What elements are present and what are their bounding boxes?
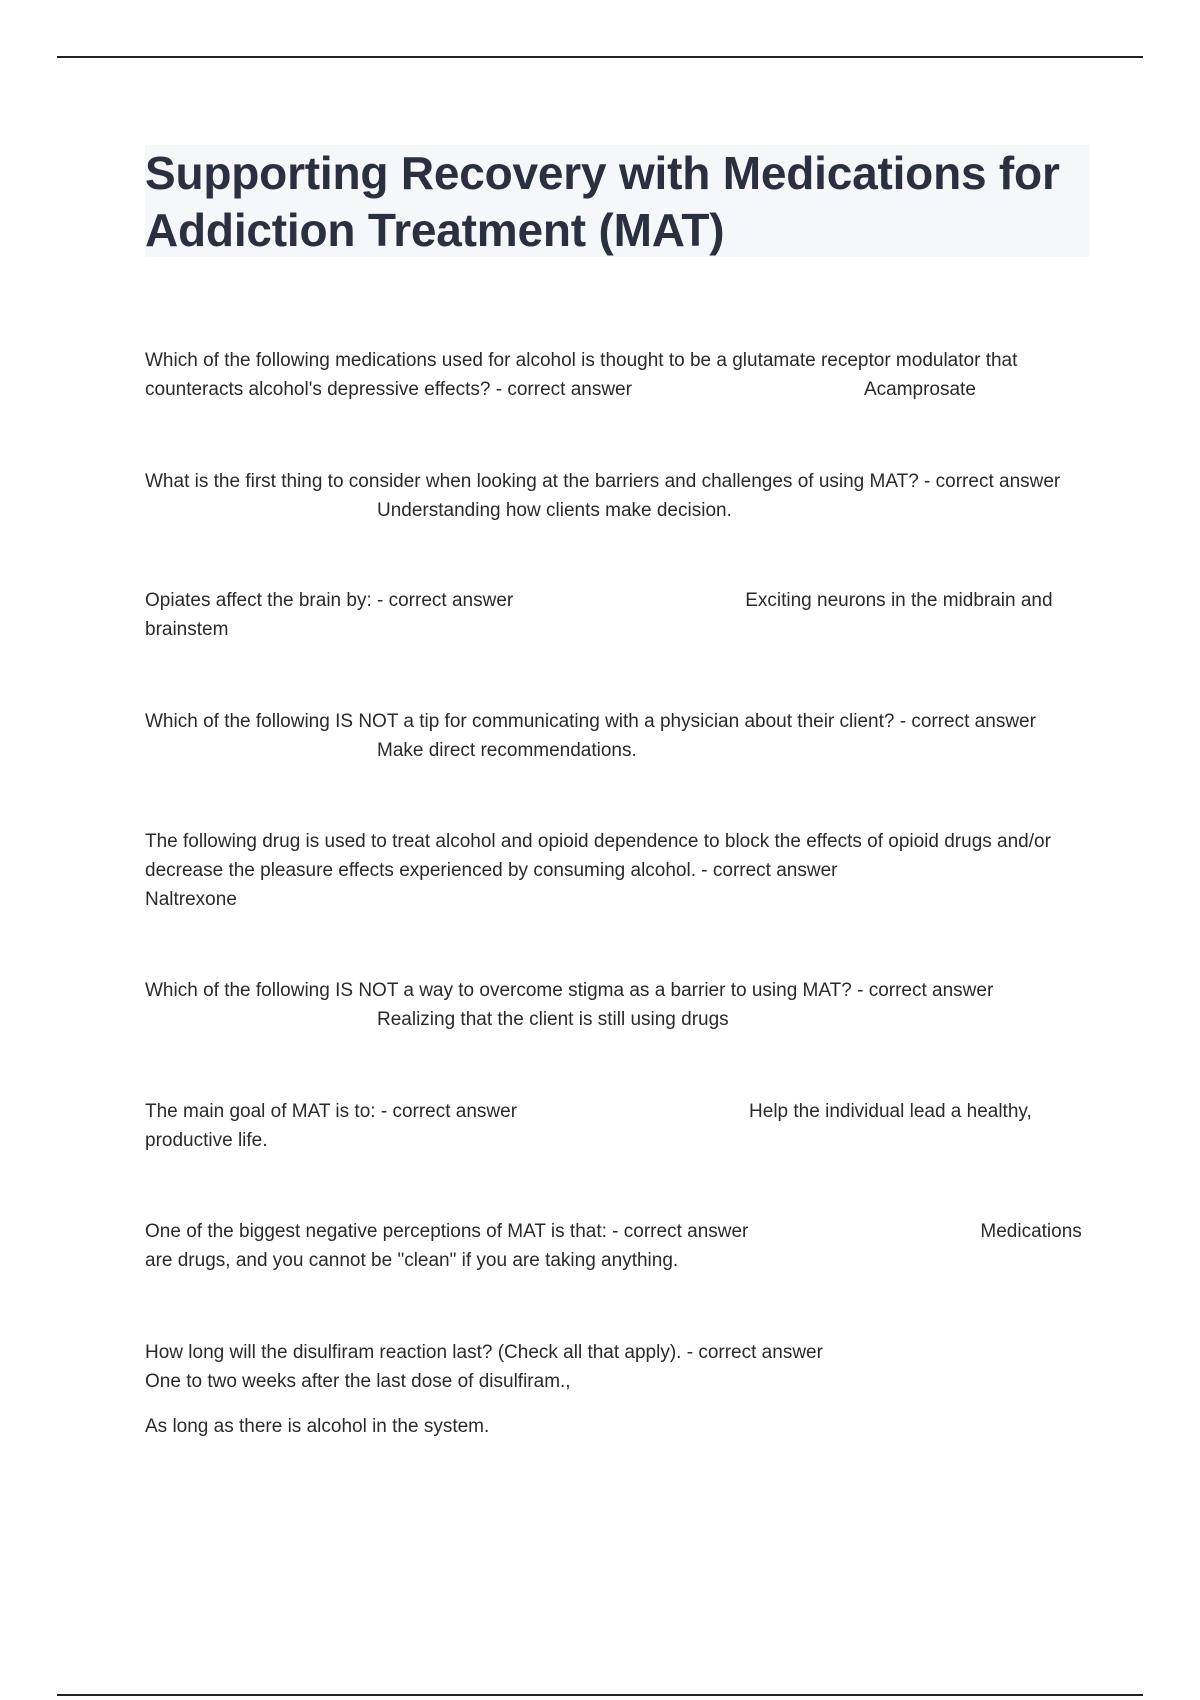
answer-text: One to two weeks after the last dose of disulfiram., bbox=[145, 1371, 571, 1392]
question-text: Opiates affect the brain by: - correct answer bbox=[145, 590, 514, 611]
extra-answer-text: As long as there is alcohol in the system. bbox=[145, 1416, 490, 1437]
qa-item bbox=[145, 586, 1085, 644]
answer-text: Naltrexone bbox=[145, 889, 237, 910]
qa-item bbox=[145, 707, 1085, 765]
page-title: Supporting Recovery with Medications for Addiction Treatment (MAT) bbox=[145, 147, 1060, 256]
answer-text: Understanding how clients make decision. bbox=[377, 500, 732, 521]
bottom-divider bbox=[57, 1694, 1143, 1696]
answer-text: Make direct recommendations. bbox=[377, 740, 637, 761]
answer-text: Help the individual lead a healthy, productive life. bbox=[145, 1101, 1032, 1151]
answer-text: Realizing that the client is still using drugs bbox=[377, 1009, 729, 1030]
question-text: What is the first thing to consider when looking at the barriers and challenges of using MAT? - correct answer bbox=[145, 471, 1061, 492]
qa-item bbox=[145, 827, 1085, 914]
qa-item bbox=[145, 346, 1085, 404]
answer-text: Acamprosate bbox=[863, 379, 976, 400]
question-text: Which of the following IS NOT a way to overcome stigma as a barrier to using MAT? - correct answer bbox=[145, 980, 994, 1001]
question-text: One of the biggest negative perceptions of MAT is that: - correct answer bbox=[145, 1221, 749, 1242]
question-text: The following drug is used to treat alcohol and opioid dependence to block the effects of opioid drugs and/or decrease the pleasure effects experienced by consuming alcohol. - correct answer bbox=[145, 831, 1051, 881]
question-text: How long will the disulfiram reaction last? (Check all that apply). - correct answer bbox=[145, 1342, 823, 1363]
question-text: Which of the following medications used for alcohol is thought to be a glutamate receptor modulator that counteracts alcohol's depressive effects? - correct answer bbox=[145, 350, 1018, 400]
question-text: Which of the following IS NOT a tip for communicating with a physician about their client? - correct answer bbox=[145, 711, 1036, 732]
qa-item bbox=[145, 1217, 1085, 1275]
question-text: The main goal of MAT is to: - correct answer bbox=[145, 1101, 518, 1122]
qa-item bbox=[145, 976, 1085, 1034]
answer-text: Exciting neurons in the midbrain and brainstem bbox=[145, 590, 1053, 640]
qa-item bbox=[145, 467, 1085, 525]
answer-text: Medications are drugs, and you cannot be "clean" if you are taking anything. bbox=[145, 1221, 1082, 1271]
qa-item bbox=[145, 1097, 1085, 1155]
qa-item bbox=[145, 1338, 1085, 1396]
top-divider bbox=[57, 56, 1143, 58]
